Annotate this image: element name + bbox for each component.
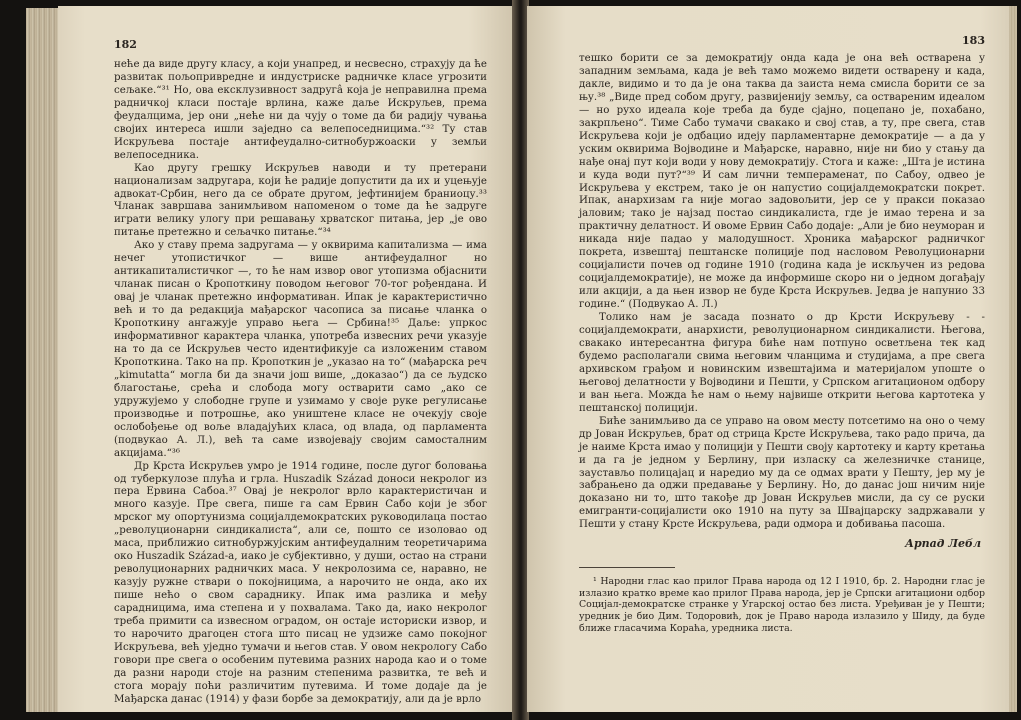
left-page-text — [114, 58, 487, 706]
page-number: 182 — [114, 38, 137, 51]
left-page — [58, 6, 514, 712]
right-page-text — [579, 52, 985, 531]
page-edges-left — [26, 8, 60, 712]
author-signature: Арпад Лебл — [905, 537, 981, 551]
footnote-rule — [579, 567, 675, 568]
right-page — [527, 6, 1009, 712]
paragraph: тешко борити се за демократију онда када је она већ остварена у западним земљама, када је већ тамо можемо видети остварену и када, дакле, видимо и то да је она таква да заиста нема смисла борити се за њу.³⁸ „Виде пред собом другу, развијенију земљу, са оствареним идеалом — но рухо идеала које треба да буде сјајно, поцепано је, похабано, закрпљено“. Тиме Сабо тумачи свакако и свој став, а ту, пре свега, став Искруљева који је одбацио идеју парламентарне демократије — а да у уским оквирима Војводине и Мађарске, наравно, није ни био у стању да нађе онај пут који води у нову демократију. Стога и каже: „Шта је истина и куда води пут?“³⁹ И сам лични темпераменат, по Сабоу, одвео је Искруљева у екстрем, тако је он напустио социјалдемократски покрет. Ипак, анархизам га није могао задовољити, јер се у пракси показао јаловим; тако је најзад постао синдикалиста, где је имао терена и за практичну делатност. И овоме Ервин Сабо додаје: „Али је био неуморан и никада није падао у малодушност. Хроника мађарског радничког покрета, извештај пештанске полиције под насловом Револуционарни социјалисти почев од године 1910 (година када је искључен из редова социјалдемократије), не може да информише скоро ни о једном догађају или акцији, а да њен извор не буде Крста Искруљев. Једва је напунио 33 године.“ (Подвукао А. Л.) — [579, 52, 985, 311]
paragraph: Ако у ставу према задругама — у оквирима капитализма — има нечег утопистичког — више антифеудалног но антикапиталистичког —, то ће нам извор овог утопизма објаснити чланак писан о Кропоткину поводом његовог 70-тог рођендана. И овај је чланак претежно информативан. Ипак је карактеристично већ и то да редакција мађарског часописа за писање чланка о Кропоткину ангажује управо њега — Србина!³⁵ Даље: упркос информативног карактера чланка, употреба извесних речи указује на то да се Искруљев често идентификује са изложеним ставом Кропоткина. Тако на пр. Кропоткин је „указао на то“ (мађарска реч „kimutatta“ могла би да значи још више, „доказао“) да се људско благостање, срећа и слобода могу остварити само „ако се удружујемо у слободне групе и узимамо у своје руке регулисање производње и потрошње, ако уништене класе не очекују своје ослобођење од воље владајућих класа, од влада, од парламента (подвукао А. Л.), већ та саме извојевају својим самосталним акцијама.“³⁶ — [114, 239, 487, 459]
paragraph: Као другу грешку Искруљев наводи и ту претерани национализам задругара, који ће радије допустити да их и уцењује адвокат-Србин, него да се обрате другом, јефтинијем браниоцу.³³ Чланак завршава занимљивом напоменом о томе да ће задруге играти велику улогу при решавању хрватског питања, јер „је ово питање претежно и сељачко питање.“³⁴ — [114, 161, 487, 239]
page-number: 183 — [962, 34, 985, 47]
footnote: ¹ Народни глас као прилог Права народа од 12 I 1910, бр. 2. Народни глас је излазио кратко време као прилог Права народа, јер је Српски агитациони одбор Социјал-демократске странке у Угарској остао без листа. Уређиван је у Пешти; уредник је био Дим. Тодоровић, док је Право народа излазило у Шиду, да буде ближе гласачима Кораћа, уредника листа. — [579, 576, 985, 634]
paragraph: Толико нам је засада познато о др Крсти Искруљеву - - социјалдемократи, анархисти, револуционарном синдикалисти. Његова, свакако интересантна фигура биће нам потпуно осветљена тек кад будемо располагали свима његовим чланцима и студијама, а пре свега архивском грађом и новинским извештајима и материјалом упоште о његовој делатности у Војводини и Пешти, у Српском агитационом одбору и ван њега. Можда ће нам о њему највише открити његова картотека у пештанској полицији. — [579, 311, 985, 414]
paragraph: неће да виде другу класу, а који унапред, и несвесно, страхују да ће развитак пољопривредне и индустриске радничке класе угрозити сељаке.“³¹ Но, ова ексклузивност задругâ која је неправилна према радничкој класи постаје врлина, каже даље Искруљев, према феудалцима, јер они „неће ни да чују о томе да би радију чувања својих интереса ишли заједно са велепоседницима.“³² Ту став Искруљева постаје антифеудално-ситнобуржоаски у земљи велепоседника. — [114, 58, 487, 161]
paragraph: Др Крста Искруљев умро је 1914 године, после дугог боловања од туберкулозе плућа и грла. Huszadik Század доноси некролог из пера Ервина Сабоа.³⁷ Овај је некролог врло карактеристичан и много казује. Пре свега, пише га сам Ервин Сабо који је због мрског му опортунизма социјалдемократских руководилаца постао „револуционарни синдикалиста“, али се, пошто се изоловао од маса, приближио ситнобуржујским антифеудалним теоретичарима око Huszadik Század-а, иако је субјективно, у души, остао на страни револуционарних радничких маса. У некролозима се, наравно, не казују ружне ствари о покојницима, а нарочито не онда, ако их пише нећо о свом сараднику. Ипак има разлика и међу сарадницима, има степена и у похвалама. Тако да, иако некролог треба примити са извесном оградом, он остаје историски извор, и то нарочито драгоцен стога што писац не удзиже само покојног Искруљева, већ уједно тумачи и његов став. У овом некрологу Сабо говори пре свега о особеним путевима разних народа као и о томе да разни народи стоје на разним степенима развитка, те већ и стога морају поћи различитим путевима. И томе додаје да је Мађарска данас (1914) у фази борбе за демократију, али да је врло — [114, 459, 487, 705]
paragraph: Биће занимљиво да се управо на овом месту потсетимо на оно о чему др Јован Искруљев, брат од стрица Крсте Искруљева, тако радо прича, да је наиме Крста имао у полицији у Пешти своју картотеку и карту кретања и да га је једном у Берлину, при изласку са железничке станице, заустављо полицајац и наредио му да се одмах врати у Пешту, јер му је забрањено да оджи предавање у Берлину. Но, до данас још ничим није доказано ни то, што такође др Јован Искруљев мисли, да су се руски емигранти-социјалисти око 1910 на путу за Швајцарску задржавали у Пешти у стану Крсте Искруљева, ради одмора и добивања пасоша. — [579, 414, 985, 531]
